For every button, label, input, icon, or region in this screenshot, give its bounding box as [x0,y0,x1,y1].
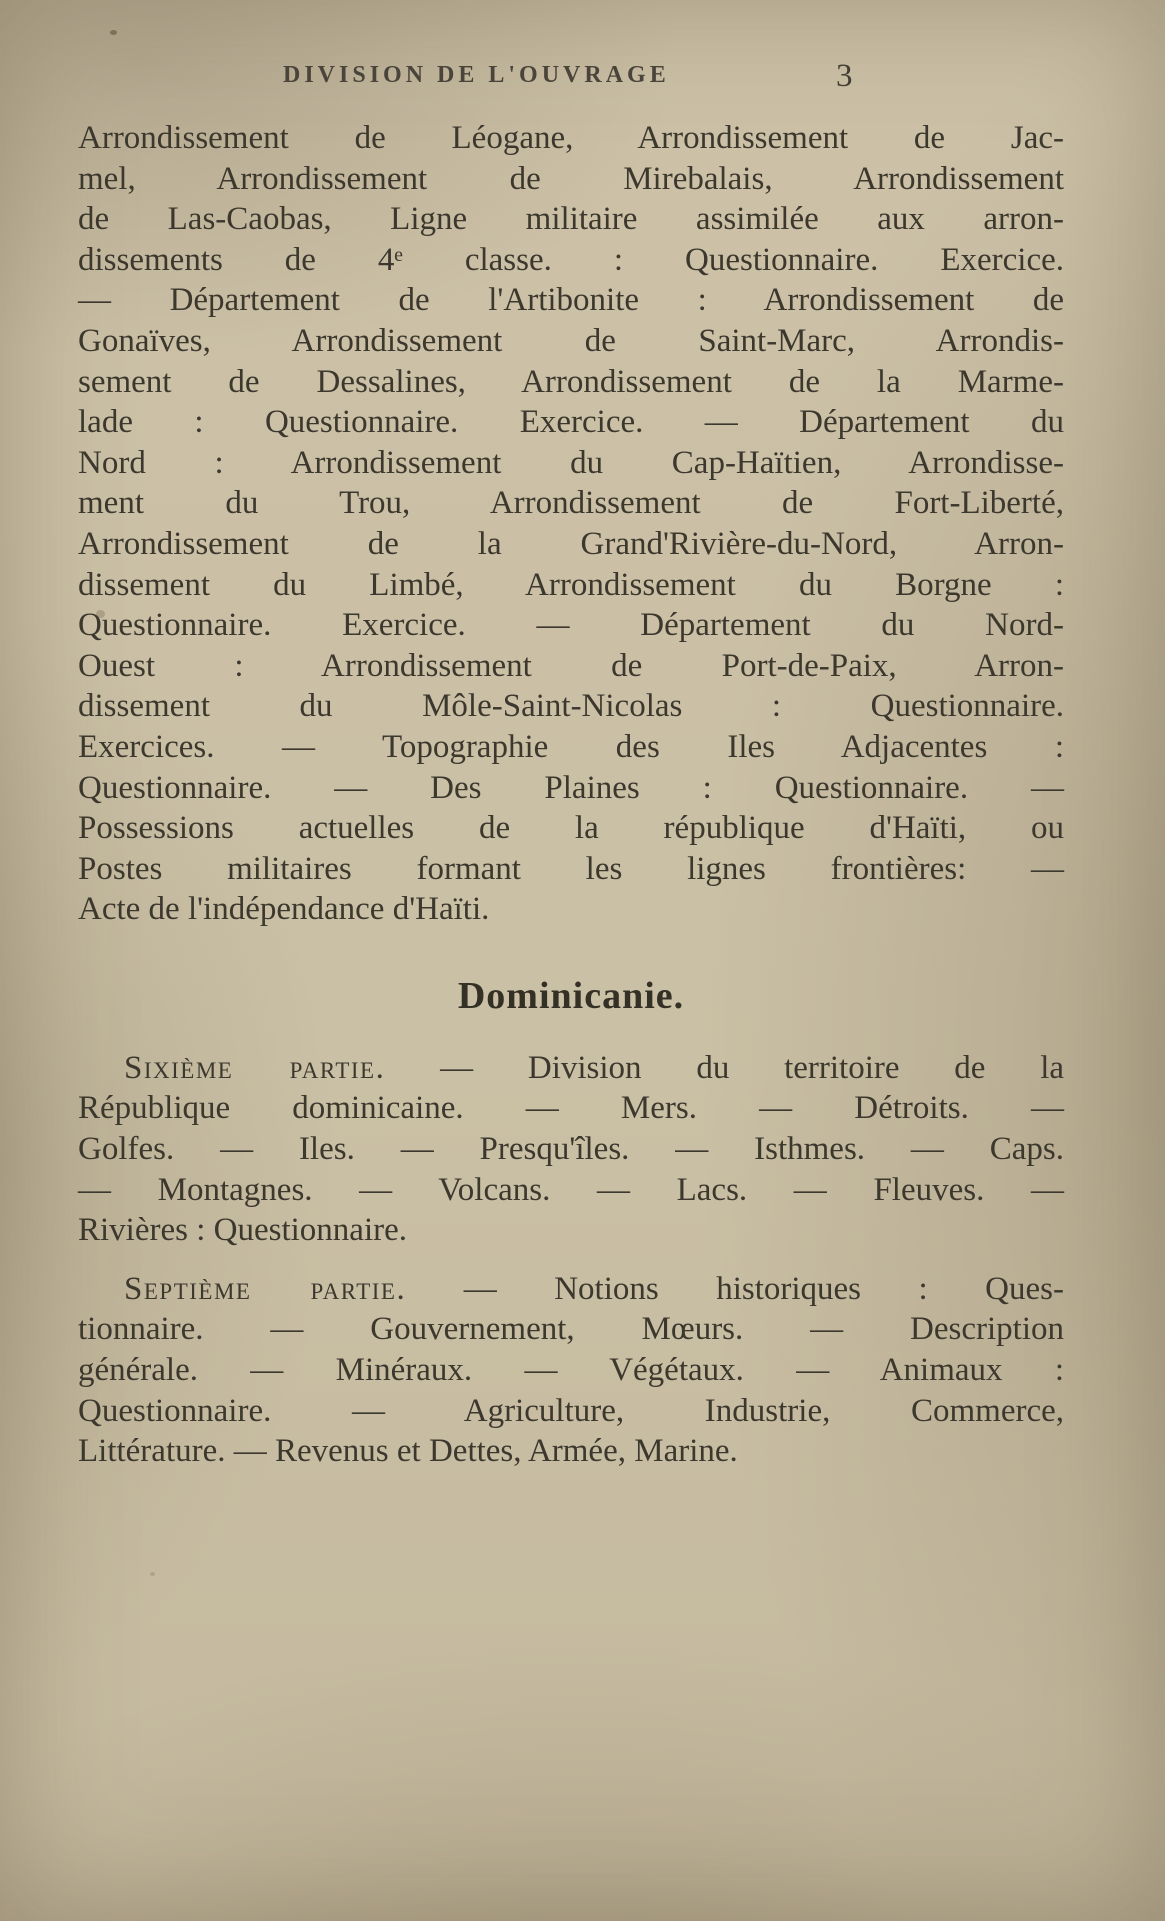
text-line: sement de Dessalines, Arrondissement de la Marme- [78,363,1064,400]
paper-speck [110,30,117,35]
text-line: Arrondissement de Léogane, Arrondissement de Jac- [78,120,1064,156]
page-header [78,50,1064,106]
text-line: Exercices. — Topographie des Iles Adjacentes : [78,728,1064,765]
text-line: — Montagnes. — Volcans. — Lacs. — Fleuves. — [78,1171,1064,1208]
page-content [78,50,1064,1472]
text-line: Questionnaire. — Des Plaines : Questionnaire. — [78,769,1064,806]
text-line: dissement du Môle-Saint-Nicolas : Questionnaire. [78,688,1064,725]
paragraph-divisions [78,118,1064,930]
text-line: Arrondissement de la Grand'Rivière-du-Nord, Arron- [78,525,1064,562]
text-line: Littérature. — Revenus et Dettes, Armée, Marine. [78,1433,738,1470]
text-line: République dominicaine. — Mers. — Détroits. — [78,1090,1064,1127]
text-line: Gonaïves, Arrondissement de Saint-Marc, Arrondis- [78,322,1064,359]
text-line: Questionnaire. — Agriculture, Industrie, Commerce, [78,1392,1064,1429]
text-fragment: — Notions historiques : Ques- [406,1270,1064,1307]
paragraph-sixieme-partie [78,1048,1064,1251]
text-line: Postes militaires formant les lignes frontières: — [78,850,1064,887]
text-line: dissements de 4ᵉ classe. : Questionnaire. Exercice. [78,241,1064,278]
text-line: Questionnaire. Exercice. — Département du Nord- [78,607,1064,644]
page-number: 3 [836,58,853,94]
part-label: Sixième partie. [124,1049,386,1086]
text-line: générale. — Minéraux. — Végétaux. — Animaux : [78,1352,1064,1389]
text-line [78,1269,1064,1310]
text-line: Golfes. — Iles. — Presqu'îles. — Isthmes. — Caps. [78,1131,1064,1168]
section-heading: Dominicanie. [457,974,685,1017]
text-line: mel, Arrondissement de Mirebalais, Arrondissement [78,160,1064,197]
text-line: Nord : Arrondissement du Cap-Haïtien, Arrondisse- [78,444,1064,481]
text-line: lade : Questionnaire. Exercice. — Département du [78,404,1064,441]
running-title: DIVISION DE L'OUVRAGE [283,62,670,88]
text-line: Ouest : Arrondissement de Port-de-Paix, Arron- [78,647,1064,684]
paper-speck [150,1572,155,1576]
paragraph-septieme-partie [78,1269,1064,1472]
text-line: Rivières : Questionnaire. [78,1212,408,1249]
text-fragment: — Division du territoire de la [385,1049,1065,1086]
part-label: Septième partie. [124,1270,407,1307]
text-line: dissement du Limbé, Arrondissement du Borgne : [78,566,1064,603]
text-line: de Las-Caobas, Ligne militaire assimilée aux arron- [78,201,1064,238]
text-line: ment du Trou, Arrondissement de Fort-Liberté, [78,485,1064,522]
text-line: Acte de l'indépendance d'Haïti. [78,891,490,928]
text-line: tionnaire. — Gouvernement, Mœurs. — Description [78,1311,1064,1348]
text-line: Possessions actuelles de la république d'Haïti, ou [78,810,1064,847]
text-line: — Département de l'Artibonite : Arrondissement de [78,282,1064,319]
text-line [78,1048,1064,1089]
